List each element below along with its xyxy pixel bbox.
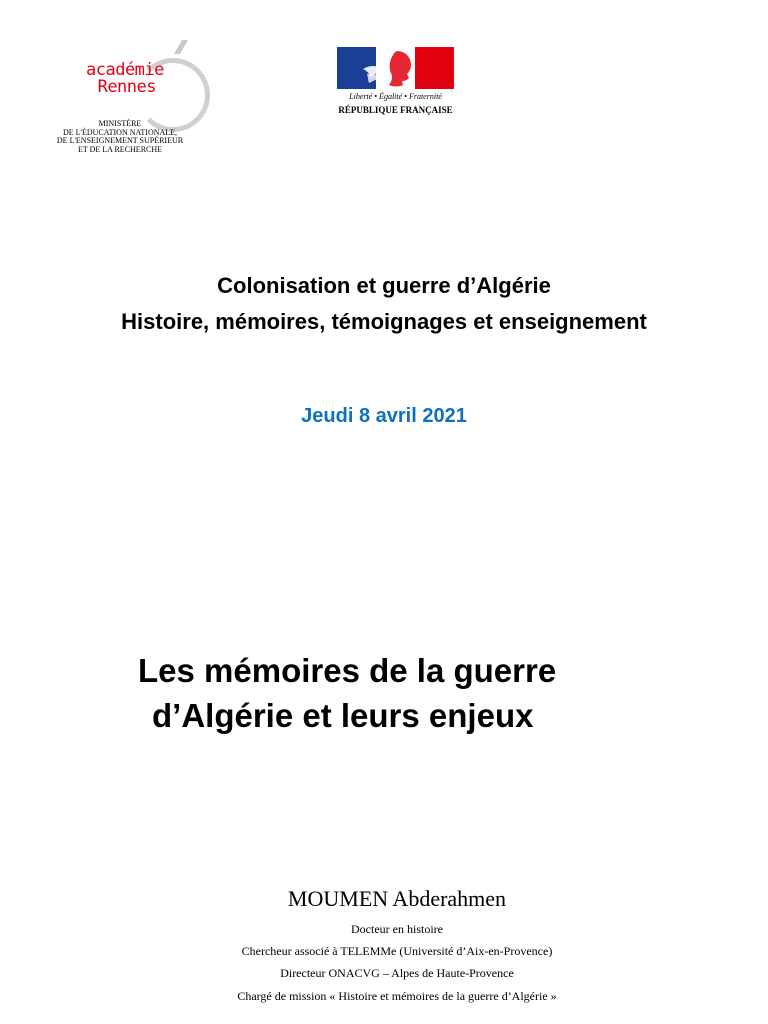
talk-title bbox=[138, 648, 658, 738]
logo-accent-icon bbox=[174, 40, 188, 54]
speaker-name: MOUMEN Abderahmen bbox=[287, 886, 507, 911]
ministry-line-1: MINISTÈRE bbox=[98, 119, 142, 128]
speaker-credential-3: Directeur ONACVG – Alpes de Haute-Provence bbox=[280, 966, 514, 980]
republique-name: RÉPUBLIQUE FRANÇAISE bbox=[338, 105, 453, 115]
ministry-line-3: DE L'ENSEIGNEMENT SUPÉRIEUR bbox=[56, 136, 184, 145]
speaker-credential-1: Docteur en histoire bbox=[351, 922, 443, 936]
talk-title-line-2: d’Algérie et leurs enjeux bbox=[152, 697, 534, 734]
event-title-line-2: Histoire, mémoires, témoignages et enseignement bbox=[121, 309, 647, 334]
speaker-credential-4: Chargé de mission « Histoire et mémoires de la guerre d’Algérie » bbox=[237, 989, 557, 1003]
marianne-flag-icon bbox=[337, 47, 454, 89]
speaker-credential-2: Chercheur associé à TELEMMe (Université d’Aix-en-Provence) bbox=[241, 944, 553, 958]
academie-name-line-1: académie bbox=[86, 60, 164, 80]
ministry-label bbox=[40, 120, 200, 154]
academie-name bbox=[86, 60, 164, 97]
republique-motto: Liberté • Égalité • Fraternité bbox=[349, 92, 442, 101]
ministry-line-4: ET DE LA RECHERCHE bbox=[77, 144, 163, 154]
academie-name-line-2: Rennes bbox=[97, 77, 156, 97]
talk-title-line-1: Les mémoires de la guerre bbox=[138, 652, 557, 689]
event-title-line-1: Colonisation et guerre d’Algérie bbox=[217, 273, 551, 298]
academie-rennes-logo bbox=[40, 38, 220, 163]
republique-francaise-logo bbox=[337, 47, 455, 121]
ministry-line-2: DE L'ÉDUCATION NATIONALE, bbox=[62, 127, 178, 137]
event-date: Jeudi 8 avril 2021 bbox=[301, 405, 467, 427]
